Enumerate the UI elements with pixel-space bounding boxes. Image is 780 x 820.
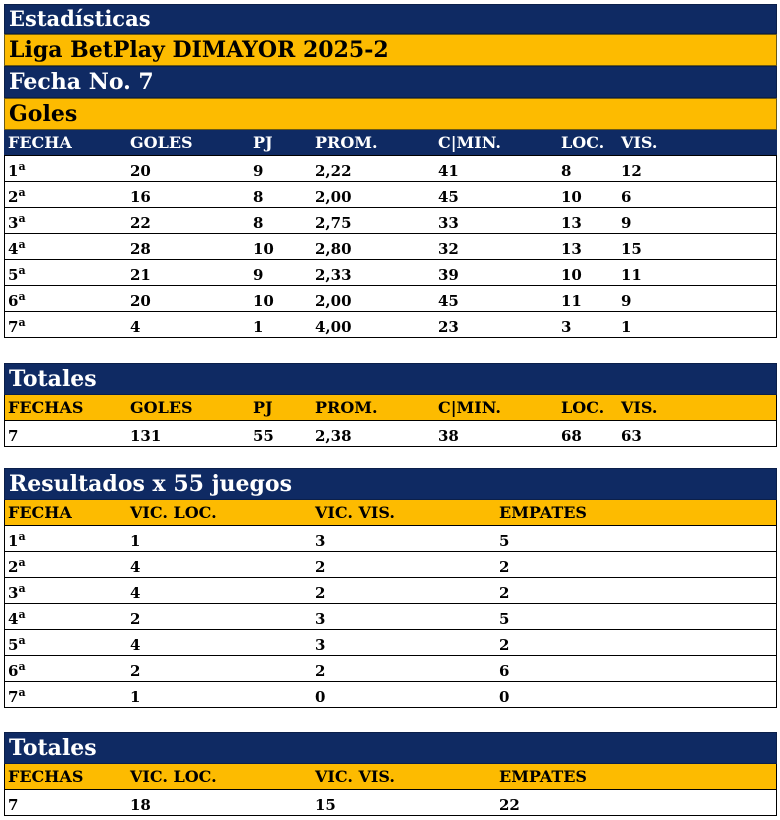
fecha-number: 6 [8,662,19,680]
col-header: VIC. LOC. [130,503,217,522]
cell: 2 [315,662,326,680]
totales-resultados-header-row [4,764,777,790]
cell: 13 [561,240,582,258]
cell: 4 [130,318,141,336]
resultados-header-row [4,500,777,526]
fecha-number: Fecha No. 7 [4,66,777,98]
cell: 2,22 [315,162,352,180]
cell: 22 [499,796,520,814]
goles-header-row [4,130,777,156]
fecha-number: 2 [8,558,19,576]
cell: 3 [561,318,572,336]
col-header: C|MIN. [438,398,501,417]
cell: 5 [499,532,510,550]
totales-resultados-row [4,790,777,816]
ordinal-indicator: a [18,608,26,621]
cell: 2 [315,558,326,576]
cell: 2,33 [315,266,352,284]
fecha-number: 5 [8,636,19,654]
table-row [4,552,777,578]
col-header: VIC. VIS. [315,503,395,522]
cell: 8 [253,214,264,232]
ordinal-indicator: a [18,556,26,569]
totales-goles-header-row [4,395,777,421]
fecha-cell [8,682,26,712]
cell: 4 [130,558,141,576]
cell: 20 [130,292,151,310]
cell: 1 [253,318,264,336]
cell: 45 [438,292,459,310]
col-header: LOC. [561,133,605,152]
ordinal-indicator: a [18,634,26,647]
cell: 3 [315,610,326,628]
resultados-body [4,526,777,708]
ordinal-indicator: a [18,316,26,329]
cell: 8 [561,162,572,180]
resultados-title: Resultados x 55 juegos [4,468,777,500]
ordinal-indicator: a [18,264,26,277]
cell: 9 [621,214,632,232]
cell: 10 [561,188,582,206]
col-header: LOC. [561,398,605,417]
ordinal-indicator: a [18,290,26,303]
cell: 11 [561,292,582,310]
ordinal-indicator: a [18,582,26,595]
ordinal-indicator: a [18,212,26,225]
cell: 1 [621,318,632,336]
cell: 21 [130,266,151,284]
table-row [4,312,777,338]
cell: 33 [438,214,459,232]
table-row [4,526,777,552]
cell: 2,80 [315,240,352,258]
cell: 7 [8,427,19,445]
col-header: GOLES [130,398,193,417]
col-header: FECHA [8,503,72,522]
cell: 15 [621,240,642,258]
cell: 5 [499,610,510,628]
cell: 9 [621,292,632,310]
col-header: EMPATES [499,503,587,522]
ordinal-indicator: a [18,160,26,173]
col-header: PROM. [315,398,378,417]
col-header: VIS. [621,398,658,417]
cell: 16 [130,188,151,206]
cell: 2,00 [315,292,352,310]
cell: 38 [438,427,459,445]
cell: 63 [621,427,642,445]
cell: 41 [438,162,459,180]
league-name: Liga BetPlay DIMAYOR 2025-2 [4,34,777,66]
col-header: FECHAS [8,398,84,417]
fecha-number: 7 [8,318,19,336]
cell: 20 [130,162,151,180]
fecha-number: 3 [8,584,19,602]
cell: 28 [130,240,151,258]
fecha-number: 5 [8,266,19,284]
cell: 22 [130,214,151,232]
col-header: VIC. LOC. [130,767,217,786]
fecha-number: 4 [8,610,19,628]
table-row [4,156,777,182]
table-row [4,578,777,604]
cell: 15 [315,796,336,814]
table-row [4,682,777,708]
cell: 10 [561,266,582,284]
col-header: FECHA [8,133,72,152]
col-header: PJ [253,398,273,417]
cell: 55 [253,427,274,445]
cell: 1 [130,688,141,706]
cell: 45 [438,188,459,206]
fecha-number: 1 [8,532,19,550]
col-header: PJ [253,133,273,152]
cell: 11 [621,266,642,284]
table-row [4,182,777,208]
col-header: EMPATES [499,767,587,786]
cell: 39 [438,266,459,284]
fecha-number: 3 [8,214,19,232]
table-row [4,234,777,260]
section-goles-title: Goles [4,98,777,130]
cell: 2,38 [315,427,352,445]
col-header: VIC. VIS. [315,767,395,786]
cell: 0 [315,688,326,706]
cell: 3 [315,532,326,550]
cell: 7 [8,796,19,814]
goles-table [4,130,777,338]
ordinal-indicator: a [18,238,26,251]
table-row [4,656,777,682]
table-row [4,208,777,234]
fecha-number: 6 [8,292,19,310]
cell: 131 [130,427,162,445]
table-row [4,260,777,286]
cell: 2 [499,636,510,654]
cell: 10 [253,292,274,310]
cell: 8 [253,188,264,206]
ordinal-indicator: a [18,660,26,673]
totales-goles-table [4,363,777,447]
cell: 4 [130,584,141,602]
table-row [4,630,777,656]
cell: 2 [499,584,510,602]
totales-resultados-table [4,732,777,816]
ordinal-indicator: a [18,530,26,543]
cell: 1 [130,532,141,550]
cell: 3 [315,636,326,654]
cell: 9 [253,162,264,180]
totales-goles-title: Totales [4,363,777,395]
cell: 4,00 [315,318,352,336]
cell: 2 [315,584,326,602]
cell: 13 [561,214,582,232]
cell: 6 [499,662,510,680]
goles-body [4,156,777,338]
cell: 18 [130,796,151,814]
cell: 23 [438,318,459,336]
col-header: PROM. [315,133,378,152]
cell: 32 [438,240,459,258]
col-header: GOLES [130,133,193,152]
cell: 2 [499,558,510,576]
cell: 4 [130,636,141,654]
table-row [4,286,777,312]
cell: 0 [499,688,510,706]
fecha-number: 2 [8,188,19,206]
cell: 2 [130,662,141,680]
cell: 9 [253,266,264,284]
page-title: Estadísticas [4,4,777,34]
col-header: FECHAS [8,767,84,786]
cell: 2 [130,610,141,628]
col-header: C|MIN. [438,133,501,152]
cell: 2,00 [315,188,352,206]
totales-goles-row [4,421,777,447]
fecha-cell [8,312,26,342]
totales-resultados-title: Totales [4,732,777,764]
fecha-number: 4 [8,240,19,258]
resultados-table [4,468,777,708]
fecha-number: 7 [8,688,19,706]
ordinal-indicator: a [18,686,26,699]
cell: 2,75 [315,214,352,232]
fecha-number: 1 [8,162,19,180]
stats-header [4,4,777,130]
table-row [4,604,777,630]
cell: 6 [621,188,632,206]
cell: 68 [561,427,582,445]
ordinal-indicator: a [18,186,26,199]
cell: 10 [253,240,274,258]
cell: 12 [621,162,642,180]
col-header: VIS. [621,133,658,152]
